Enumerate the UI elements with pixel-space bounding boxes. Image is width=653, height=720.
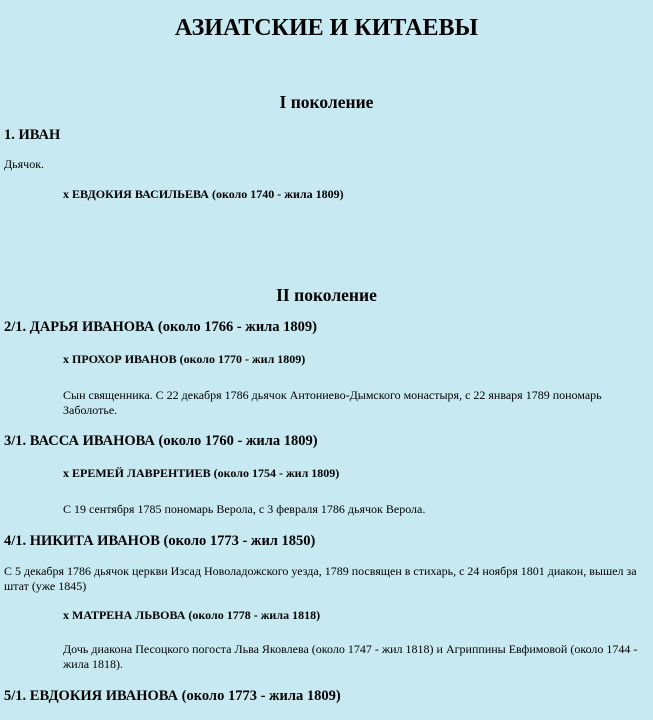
person-name: 3/1. ВАССА ИВАНОВА (около 1760 - жила 1809) bbox=[4, 433, 318, 449]
spouse-name: х ЕВДОКИЯ ВАСИЛЬЕВА (около 1740 - жила 1809) bbox=[63, 187, 344, 201]
person-note: С 5 декабря 1786 дьячок церкви Изсад Новоладожского уезда, 1789 посвящен в стихарь, с 24 ноября 1801 диакон, вышел за штат (уже 1845) bbox=[4, 564, 637, 593]
spouse-note: Сын священника. С 22 декабря 1786 дьячок Антониево-Дымского монастыря, с 22 января 1789 пономарь Заболотье. bbox=[63, 388, 602, 417]
spouse-note: Дочь диакона Песоцкого погоста Льва Яковлева (около 1747 - жил 1818) и Агриппины Евфимовой (около 1744 - жила 1818). bbox=[63, 642, 638, 671]
person-name: 4/1. НИКИТА ИВАНОВ (около 1773 - жил 1850) bbox=[4, 533, 316, 549]
person-name: 5/1. ЕВДОКИЯ ИВАНОВА (около 1773 - жила 1809) bbox=[4, 688, 341, 704]
spouse-note: С 19 сентября 1785 пономарь Верола, с 3 февраля 1786 дьячок Верола. bbox=[63, 502, 426, 516]
generation-heading: II поколение bbox=[276, 285, 377, 305]
spouse-name: х ПРОХОР ИВАНОВ (около 1770 - жил 1809) bbox=[63, 352, 306, 366]
person-name: 2/1. ДАРЬЯ ИВАНОВА (около 1766 - жила 1809) bbox=[4, 319, 318, 335]
person-note: Дьячок. bbox=[4, 157, 45, 171]
generation-heading: I поколение bbox=[279, 92, 374, 112]
page-title: АЗИАТСКИЕ И КИТАЕВЫ bbox=[174, 15, 479, 41]
spouse-name: х ЕРЕМЕЙ ЛАВРЕНТИЕВ (около 1754 - жил 1809) bbox=[63, 466, 340, 480]
person-name: 1. ИВАН bbox=[4, 127, 61, 143]
spouse-name: х МАТРЕНА ЛЬВОВА (около 1778 - жила 1818) bbox=[63, 608, 321, 622]
